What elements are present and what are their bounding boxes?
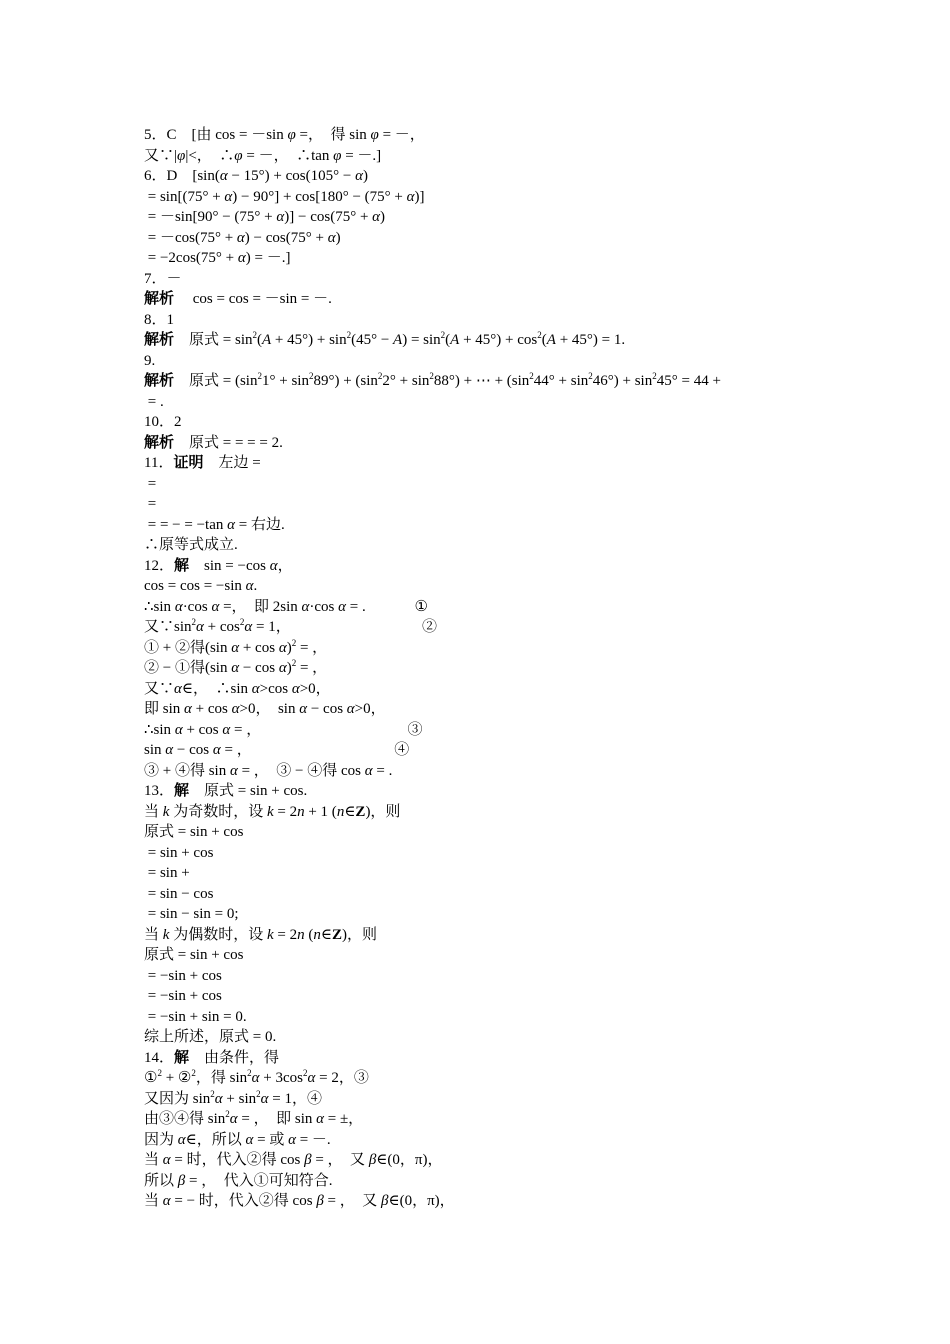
text-line: =: [144, 475, 157, 492]
text-line: 解析 原式 = $\sin^2(A + 45^\circ) + \sin^2(45^\circ - A) = \sin^2(A + 45^\circ) + \cos^2(A + 45^\circ) = 1$.: [144, 330, 626, 348]
text-line: 11．证明 左边 =: [144, 455, 261, 471]
text-line: 又∵α∈， ∴sin α>cos α>0，: [144, 680, 331, 697]
text-line: 因为 α∈，所以 α = 或 α = －.: [144, 1131, 331, 1148]
text-line: = −sin + cos: [144, 988, 222, 1004]
text-line: 又因为 $\sin^2\alpha + \sin^2\alpha = 1$，④: [144, 1088, 322, 1107]
text-line: ② − ①得(sin α − cos α)$^2$ = ，: [144, 658, 328, 676]
text-line: 所以 β = ， 代入①可知符合.: [144, 1172, 333, 1189]
text-line: 13．解 原式 = sin + cos.: [144, 783, 308, 799]
text-line: 7．－: [144, 270, 182, 287]
text-line: = sin + cos: [144, 844, 214, 861]
text-line: 当 k 为偶数时，设 k = 2n (n∈Z)，则: [144, 926, 377, 943]
text-line: ① + ②得(sin α + cos α)$^2$ = ，: [144, 637, 328, 656]
text-line: = −sin + sin = 0.: [144, 1008, 247, 1025]
text-line: = sin[(75° + α) − 90°] + cos[180° − (75° + α)]: [144, 188, 425, 205]
text-line: 又$\because\sin^2\alpha + \cos^2\alpha = 1$， ②: [144, 617, 437, 635]
text-line: 10．2: [144, 414, 182, 430]
text-line: 当 k 为奇数时，设 k = 2n + 1 (n∈Z)，则: [144, 803, 401, 820]
text-line: 14．解 由条件，得: [144, 1049, 280, 1066]
text-line: =: [144, 496, 157, 512]
text-line: sin α − cos α = ， ④: [144, 742, 410, 758]
text-line: 又∵|φ|<， ∴φ = －， ∴tan φ = －.]: [144, 147, 382, 164]
text-line: 6．D [sin(α − 15°) + cos(105° − α): [144, 168, 368, 184]
text-line: 由③④得 $\sin^2\alpha$ = ， 即 sin α = ±，: [144, 1109, 364, 1127]
text-line: 12．解 sin = −cos α，: [144, 557, 293, 574]
text-line: = sin +: [144, 865, 190, 881]
text-line: 解析 cos = cos = －sin = －.: [144, 291, 332, 307]
text-line: 9.: [144, 352, 156, 369]
text-line: cos = cos = −sin α.: [144, 578, 258, 594]
text-line: = sin − sin = 0;: [144, 906, 239, 922]
text-line: 原式 = sin + cos: [144, 947, 244, 963]
text-line: = －cos(75° + α) − cos(75° + α): [144, 229, 341, 246]
text-line: = −sin + cos: [144, 967, 222, 984]
text-line: 解析 原式 = $(\sin^21^\circ + \sin^289^\circ) + (\sin^22^\circ + \sin^288^\circ)$ + ⋯ + $(\sin^244^\circ + \sin^246^\circ) + \sin^245^\circ = 44$ +: [144, 371, 721, 389]
text-line: = sin − cos: [144, 885, 214, 902]
text-line: 当 α = 时，代入②得 cos β = ， 又 β∈(0，π)，: [144, 1152, 443, 1168]
text-line: 原式 = sin + cos: [144, 824, 244, 840]
text-line: 综上所述，原式 = 0.: [144, 1029, 277, 1045]
text-line: ③ + ④得 sin α = ， ③ − ④得 cos α = .: [144, 762, 393, 779]
solution-text: [144, 125, 824, 1212]
text-line: = −2cos(75° + α) = －.]: [144, 250, 291, 266]
text-line: ∴原等式成立.: [144, 537, 238, 553]
text-line: = .: [144, 393, 164, 410]
text-line: 5．C [由 cos = －sin φ =， 得 sin φ = －，: [144, 127, 425, 143]
text-line: 解析 原式 = = = = 2.: [144, 434, 283, 451]
text-line: 当 α = − 时，代入②得 cos β = ， 又 β∈(0，π)，: [144, 1193, 455, 1209]
text-line: = = − = −tan α = 右边.: [144, 516, 285, 533]
text-line: = －sin[90° − (75° + α)] − cos(75° + α): [144, 209, 386, 225]
text-line: 即 sin α + cos α>0， sin α − cos α>0，: [144, 701, 386, 717]
text-line: 8．1: [144, 311, 175, 328]
text-line: ∴sin α + cos α = ， ③: [144, 721, 423, 738]
text-line: ①$^2$ + ②$^2$，得 $\sin^2\alpha + 3\cos^2\alpha = 2$，③: [144, 1068, 369, 1086]
text-line: ∴sin α·cos α =， 即 2sin α·cos α = . ①: [144, 598, 428, 615]
